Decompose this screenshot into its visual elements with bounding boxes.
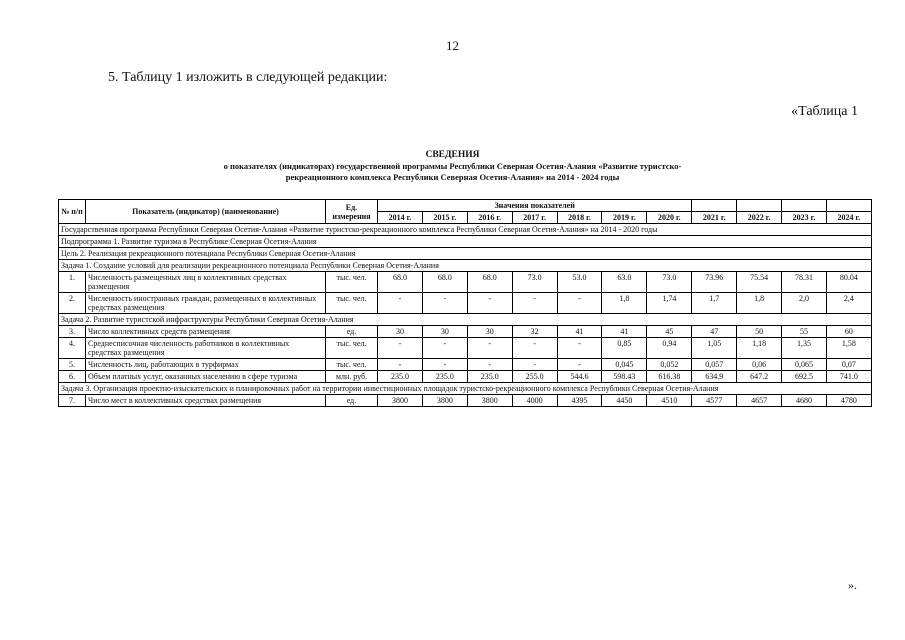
row-value: 235.0: [467, 371, 512, 383]
row-value: 4657: [737, 395, 782, 407]
row-value: -: [378, 338, 423, 359]
row-value: 0,94: [647, 338, 692, 359]
row-unit: ед.: [326, 326, 378, 338]
row-value: 0,057: [692, 359, 737, 371]
row-value: 73.0: [512, 272, 557, 293]
row-value: 41: [557, 326, 602, 338]
row-value: 4450: [602, 395, 647, 407]
row-value: -: [557, 338, 602, 359]
row-value: 4780: [826, 395, 871, 407]
header-year: 2018 г.: [557, 212, 602, 224]
header-no: № п/п: [59, 200, 86, 224]
table-row: [59, 272, 872, 293]
header-year: 2014 г.: [378, 212, 423, 224]
subprogram-cell: Подпрограмма 1. Развитие туризма в Республике Северная Осетия-Алания: [59, 236, 872, 248]
row-value: -: [557, 359, 602, 371]
row-value: 1,35: [782, 338, 827, 359]
program-cell: Государственная программа Республики Северная Осетия-Алания «Развитие туристско-рекреационного комплекса Республики Северная Осетия-Алания» на 2014 - 2020 годы: [59, 224, 872, 236]
heading-subtitle: о показателях (индикаторах) государственной программы Республики Северная Осетия-Алания «Развитие туристско-рекреационного комплекса Республики Северная Осетия-Алания» на 2014 - 2024 годы: [223, 161, 682, 182]
row-number: 1.: [59, 272, 86, 293]
row-indicator-name: Число коллективных средств размещения: [86, 326, 326, 338]
row-number: 2.: [59, 293, 86, 314]
row-value: 30: [422, 326, 467, 338]
header-empty: [737, 200, 782, 212]
row-value: 75.54: [737, 272, 782, 293]
row-value: 1,18: [737, 338, 782, 359]
row-unit: млн. руб.: [326, 371, 378, 383]
row-value: 68.0: [467, 272, 512, 293]
row-indicator-name: Число мест в коллективных средствах размещения: [86, 395, 326, 407]
row-value: 692.5: [782, 371, 827, 383]
task-row: [59, 260, 872, 272]
row-value: 30: [467, 326, 512, 338]
row-number: 6.: [59, 371, 86, 383]
table-header-row: [59, 200, 872, 212]
row-number: 4.: [59, 338, 86, 359]
header-empty: [692, 200, 737, 212]
row-value: 255.0: [512, 371, 557, 383]
row-value: 544.6: [557, 371, 602, 383]
row-unit: тыс. чел.: [326, 359, 378, 371]
row-value: 0,85: [602, 338, 647, 359]
row-value: -: [512, 338, 557, 359]
row-value: 80.04: [826, 272, 871, 293]
table-label: «Таблица 1: [791, 104, 858, 119]
row-value: 1,8: [737, 293, 782, 314]
row-indicator-name: Численность размещенных лиц в коллективных средствах размещения: [86, 272, 326, 293]
row-value: 3800: [378, 395, 423, 407]
task-row: [59, 314, 872, 326]
header-year: 2021 г.: [692, 212, 737, 224]
page-number: 12: [446, 38, 459, 53]
row-value: 45: [647, 326, 692, 338]
row-unit: тыс. чел.: [326, 293, 378, 314]
row-value: 4000: [512, 395, 557, 407]
instruction-text: 5. Таблицу 1 изложить в следующей редакции:: [108, 70, 388, 85]
row-value: 1,05: [692, 338, 737, 359]
table-row: [59, 293, 872, 314]
header-year: 2024 г.: [826, 212, 871, 224]
closing-quote: ».: [848, 578, 857, 592]
table-row: [59, 371, 872, 383]
goal-cell: Цель 2. Реализация рекреационного потенциала Республики Северная Осетия-Алания: [59, 248, 872, 260]
table-row: [59, 395, 872, 407]
row-value: 2,0: [782, 293, 827, 314]
row-value: 73.0: [647, 272, 692, 293]
row-value: 634.9: [692, 371, 737, 383]
row-value: 3800: [422, 395, 467, 407]
row-value: -: [512, 293, 557, 314]
row-indicator-name: Объем платных услуг, оказанных населению в сфере туризма: [86, 371, 326, 383]
row-unit: тыс. чел.: [326, 338, 378, 359]
row-value: 63.0: [602, 272, 647, 293]
header-empty: [826, 200, 871, 212]
row-value: 4680: [782, 395, 827, 407]
row-number: 5.: [59, 359, 86, 371]
table-row: [59, 338, 872, 359]
row-value: 1,58: [826, 338, 871, 359]
row-value: 0,065: [782, 359, 827, 371]
row-value: 60: [826, 326, 871, 338]
row-value: -: [422, 359, 467, 371]
task1-cell: Задача 1. Создание условий для реализации рекреационного потенциала Республики Северная Осетия-Алания: [59, 260, 872, 272]
task-row: [59, 383, 872, 395]
row-value: 30: [378, 326, 423, 338]
header-indicator: Показатель (индикатор) (наименование): [86, 200, 326, 224]
row-indicator-name: Среднесписочная численность работников в коллективных средствах размещения: [86, 338, 326, 359]
row-value: -: [422, 293, 467, 314]
row-value: 647.2: [737, 371, 782, 383]
row-value: 55: [782, 326, 827, 338]
header-empty: [782, 200, 827, 212]
row-number: 7.: [59, 395, 86, 407]
row-value: -: [467, 359, 512, 371]
row-value: 41: [602, 326, 647, 338]
row-value: -: [378, 293, 423, 314]
row-value: 73.96: [692, 272, 737, 293]
table-row: [59, 359, 872, 371]
row-value: 598.43: [602, 371, 647, 383]
row-value: 50: [737, 326, 782, 338]
row-value: -: [422, 338, 467, 359]
row-value: 47: [692, 326, 737, 338]
row-value: 0,06: [737, 359, 782, 371]
row-value: 235.0: [422, 371, 467, 383]
header-year: 2020 г.: [647, 212, 692, 224]
row-value: 0,07: [826, 359, 871, 371]
row-value: 53.0: [557, 272, 602, 293]
row-value: -: [378, 359, 423, 371]
row-value: 3800: [467, 395, 512, 407]
goal-row: [59, 248, 872, 260]
row-value: 4510: [647, 395, 692, 407]
task2-cell: Задача 2. Развитие туристской инфраструктуры Республики Северная Осетия-Алания: [59, 314, 872, 326]
header-unit: Ед. измерения: [326, 200, 378, 224]
indicators-table: [58, 199, 872, 407]
row-value: 68.0: [422, 272, 467, 293]
program-row: [59, 224, 872, 236]
row-value: 0,045: [602, 359, 647, 371]
row-number: 3.: [59, 326, 86, 338]
heading-title: СВЕДЕНИЯ: [425, 150, 480, 160]
row-indicator-name: Численность лиц, работающих в турфирмах: [86, 359, 326, 371]
table-heading: [0, 150, 905, 183]
row-value: 0,052: [647, 359, 692, 371]
row-value: 78.31: [782, 272, 827, 293]
row-value: 4577: [692, 395, 737, 407]
task3-cell: Задача 3. Организация проектно-изыскательских и планировочных работ на территории инвестиционных площадок туристско-рекреационного комплекса Республики Северная Осетия-Алания: [59, 383, 872, 395]
header-year: 2015 г.: [422, 212, 467, 224]
row-indicator-name: Численность иностранных граждан, размещенных в коллективных средствах размещения: [86, 293, 326, 314]
row-value: -: [467, 293, 512, 314]
table-row: [59, 326, 872, 338]
header-year: 2022 г.: [737, 212, 782, 224]
row-value: 1,7: [692, 293, 737, 314]
row-value: 235.0: [378, 371, 423, 383]
row-value: -: [512, 359, 557, 371]
header-values-group: Значения показателей: [378, 200, 692, 212]
row-unit: тыс. чел.: [326, 272, 378, 293]
row-value: -: [467, 338, 512, 359]
header-year: 2017 г.: [512, 212, 557, 224]
row-value: 1,8: [602, 293, 647, 314]
row-value: -: [557, 293, 602, 314]
row-unit: ед.: [326, 395, 378, 407]
row-value: 32: [512, 326, 557, 338]
header-year: 2023 г.: [782, 212, 827, 224]
header-year: 2019 г.: [602, 212, 647, 224]
row-value: 4395: [557, 395, 602, 407]
row-value: 2,4: [826, 293, 871, 314]
row-value: 1,74: [647, 293, 692, 314]
row-value: 741.0: [826, 371, 871, 383]
header-year: 2016 г.: [467, 212, 512, 224]
row-value: 616.38: [647, 371, 692, 383]
subprogram-row: [59, 236, 872, 248]
row-value: 68.0: [378, 272, 423, 293]
